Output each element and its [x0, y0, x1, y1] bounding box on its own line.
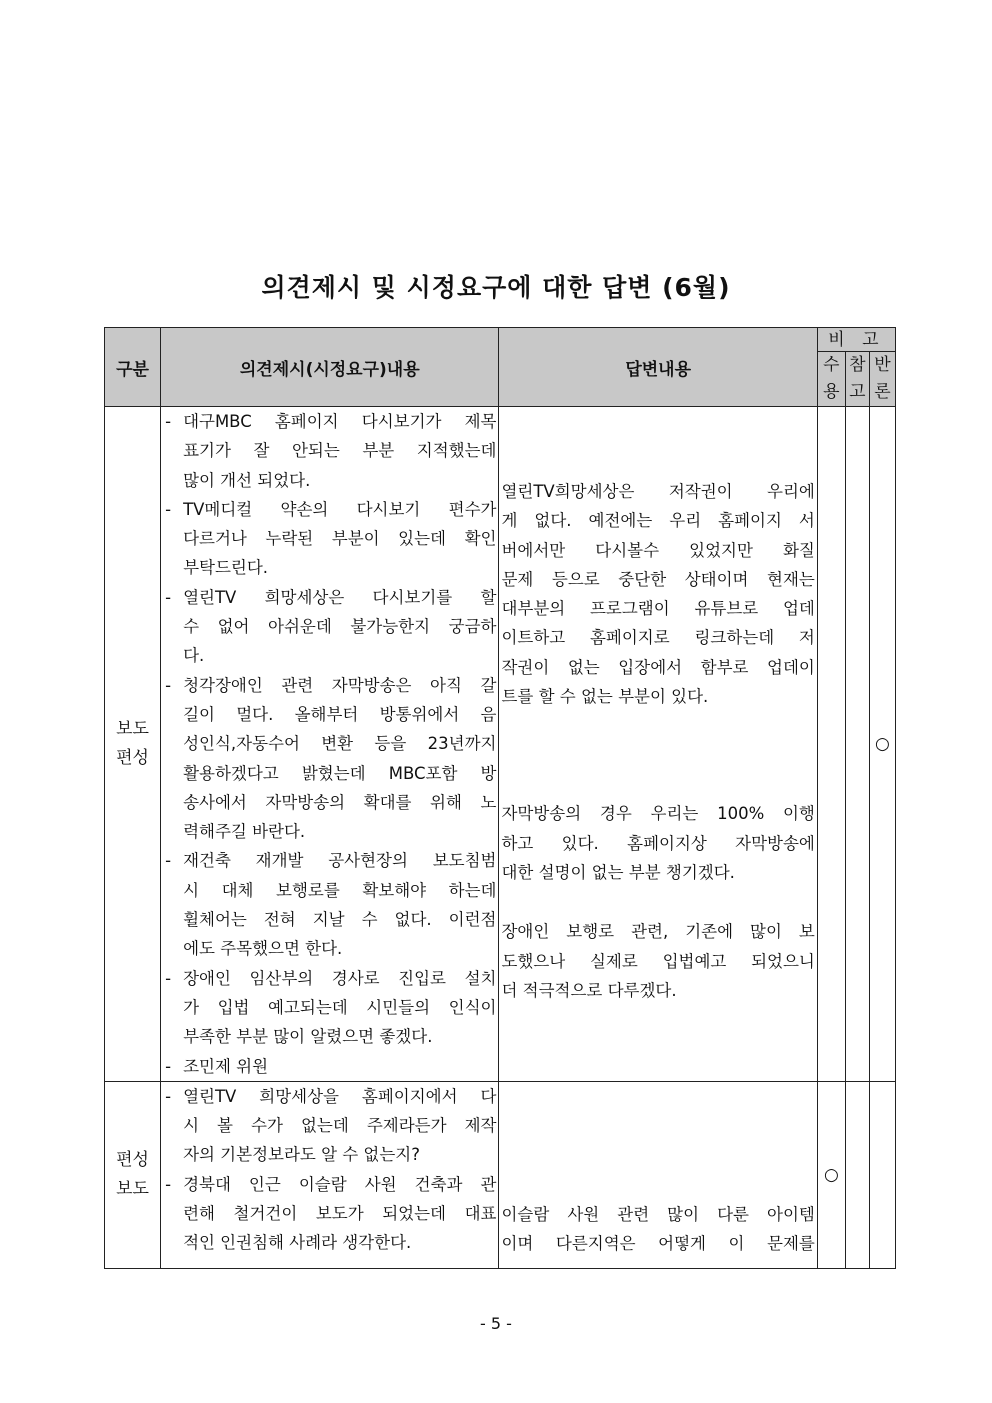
opinion-item: - TV메디컬 약손의 다시보기 편수가 다르거나 누락된 부분이 있는데 확인 부탁드린다. — [165, 495, 496, 583]
text-line: 가 입법 예고되는데 시민들의 인식이 — [183, 997, 497, 1017]
text-line: 하고 있다. 홈페이지상 자막방송에 — [501, 833, 815, 853]
header-reference: 참고 — [845, 352, 869, 407]
text-line: 대한 설명이 없는 부분 챙기겠다. — [501, 862, 735, 882]
text-line: 더 적극적으로 다루겠다. — [501, 980, 677, 1000]
row1-category — [105, 407, 161, 1082]
text-line: 도했으나 실제로 입법예고 되었으니 — [501, 951, 815, 971]
row1-accept-cell — [817, 407, 845, 1082]
row2-category — [105, 1081, 161, 1268]
text-line: 송사에서 자막방송의 확대를 위해 노 — [183, 792, 497, 812]
text-line: 장애인 임산부의 경사로 진입로 설치 — [183, 968, 497, 988]
row1-category-line: 편성 — [116, 747, 149, 768]
header-rebut: 반론 — [869, 352, 895, 407]
text-line: 버에서만 다시볼수 있었지만 화질 — [501, 540, 815, 560]
opinion-item: - 열린TV 희망세상을 홈페이지에서 다 시 볼 수가 없는데 주제라든가 제작 자의 기본정보라도 알 수 없는지? — [165, 1082, 496, 1170]
circle-mark-icon: ○ — [823, 1164, 839, 1185]
header-opinion: 의견제시(시정요구)내용 — [161, 328, 499, 407]
text-line: 시 볼 수가 없는데 주제라든가 제작 — [183, 1116, 497, 1136]
text-line: 경북대 인근 이슬람 사원 건축과 관 — [183, 1174, 497, 1194]
text-line: 열린TV희망세상은 저작권이 우리에 — [501, 482, 815, 501]
opinion-item: - 열린TV 희망세상은 다시보기를 할 수 없어 아쉬운데 불가능한지 궁금하 다. — [165, 583, 496, 671]
text-line: TV메디컬 약손의 다시보기 편수가 — [183, 499, 497, 519]
header-category: 구분 — [105, 328, 161, 407]
row1-answer — [499, 407, 817, 1082]
text-line: 성인식,자동수어 변환 등을 23년까지 — [183, 734, 497, 754]
text-line: 트를 할 수 없는 부분이 있다. — [501, 687, 709, 707]
text-line: 길이 멀다. 올해부터 방통위에서 음 — [183, 704, 497, 724]
text-line: 청각장애인 관련 자막방송은 아직 갈 — [183, 675, 497, 695]
text-line: 많이 개선 되었다. — [183, 470, 311, 490]
row2-accept-cell — [817, 1081, 845, 1268]
row1-rebut-cell — [869, 407, 895, 1082]
text-line: 재건축 재개발 공사현장의 보도침범 — [183, 851, 497, 871]
row2-answer — [499, 1081, 817, 1268]
text-line: 다르거나 누락된 부분이 있는데 확인 — [183, 529, 497, 549]
text-line: 이트하고 홈페이지로 링크하는데 저 — [501, 628, 815, 648]
text-line: 문제 등으로 중단한 상태이며 현재는 — [501, 569, 815, 589]
row1-reference-cell — [845, 407, 869, 1082]
text-line: 열린TV 희망세상은 다시보기를 할 — [183, 587, 497, 607]
text-line: 부탁드린다. — [183, 558, 269, 578]
row2-category-line: 편성 — [116, 1149, 149, 1170]
text-line: 휠체어는 전혀 지날 수 없다. 이런점 — [183, 910, 497, 930]
row2-opinion — [161, 1081, 499, 1268]
text-line: 표기가 잘 안되는 부분 지적했는데 — [183, 441, 497, 461]
text-line: 대구MBC 홈페이지 다시보기가 제목 — [183, 412, 497, 431]
row2-reference-cell — [845, 1081, 869, 1268]
text-line: 이며 다른지역은 어떻게 이 문제를 — [501, 1234, 815, 1254]
text-line: 적인 인권침해 사례라 생각한다. — [183, 1233, 412, 1253]
text-line: 대부분의 프로그램이 유튜브로 업데 — [501, 599, 815, 619]
text-line: 장애인 보행로 관련, 기존에 많이 보 — [501, 922, 815, 942]
text-line: 시 대체 보행로를 확보해야 하는데 — [183, 880, 497, 900]
page-title: 의견제시 및 시정요구에 대한 답변 (6월) — [261, 273, 731, 302]
text-line: 부족한 부분 많이 알렸으면 좋겠다. — [183, 1027, 433, 1047]
answer-paragraph — [501, 799, 814, 887]
member-name: 조민제 위원 — [183, 1056, 269, 1076]
opinion-item: - 재건축 재개발 공사현장의 보도침범 시 대체 보행로를 확보해야 하는데 휠체어는 전혀 지날 수 없다. 이런점 에도 주목했으면 한다. — [165, 846, 496, 963]
header-remarks: 비 고 — [817, 328, 895, 352]
text-line: 작권이 없는 입장에서 함부로 업데이 — [501, 657, 815, 677]
text-line: 게 없다. 예전에는 우리 홈페이지 서 — [501, 511, 815, 531]
row2-category-line: 보도 — [116, 1178, 149, 1199]
text-line: 수 없어 아쉬운데 불가능한지 궁금하 — [183, 617, 497, 637]
opinion-item: - 청각장애인 관련 자막방송은 아직 갈 길이 멀다. 올해부터 방통위에서 음 성인식,자동수어 변환 등을 23년까지 활용하겠다고 밝혔는데 MBC포함 방 송사에서 자막방송의 확대를 위해 노 력해주길 바란다. — [165, 671, 496, 847]
row2-rebut-cell — [869, 1081, 895, 1268]
circle-mark-icon: ○ — [875, 733, 890, 754]
text-line: 자막방송의 경우 우리는 100% 이행 — [501, 804, 815, 824]
text-line: 이슬람 사원 관련 많이 다룬 아이템 — [501, 1204, 815, 1224]
text-line: 다. — [183, 646, 205, 666]
opinion-item: - 조민제 위원 — [165, 1052, 496, 1081]
opinion-item: - 경북대 인근 이슬람 사원 건축과 관 련해 철거건이 보도가 되었는데 대표 적인 인권침해 사례라 생각한다. — [165, 1170, 496, 1258]
row1-category-line: 보도 — [116, 718, 149, 739]
row1-opinion — [161, 407, 499, 1082]
text-line: 자의 기본정보라도 알 수 없는지? — [183, 1145, 421, 1165]
answer-paragraph — [501, 917, 814, 1005]
response-table — [104, 327, 896, 1269]
header-answer: 답변내용 — [499, 328, 817, 407]
opinion-item: - 대구MBC 홈페이지 다시보기가 제목 표기가 잘 안되는 부분 지적했는데 많이 개선 되었다. — [165, 407, 496, 495]
answer-paragraph — [501, 1200, 814, 1259]
text-line: 에도 주목했으면 한다. — [183, 939, 343, 959]
answer-paragraph — [501, 477, 814, 711]
text-line: 열린TV 희망세상을 홈페이지에서 다 — [183, 1086, 497, 1106]
opinion-item: - 장애인 임산부의 경사로 진입로 설치 가 입법 예고되는데 시민들의 인식이 부족한 부분 많이 알렸으면 좋겠다. — [165, 964, 496, 1052]
page-number: - 5 - — [480, 1314, 512, 1333]
header-accept: 수용 — [817, 352, 845, 407]
text-line: 련해 철거건이 보도가 되었는데 대표 — [183, 1204, 497, 1224]
text-line: 력해주길 바란다. — [183, 822, 306, 842]
text-line: 활용하겠다고 밝혔는데 MBC포함 방 — [183, 763, 497, 783]
